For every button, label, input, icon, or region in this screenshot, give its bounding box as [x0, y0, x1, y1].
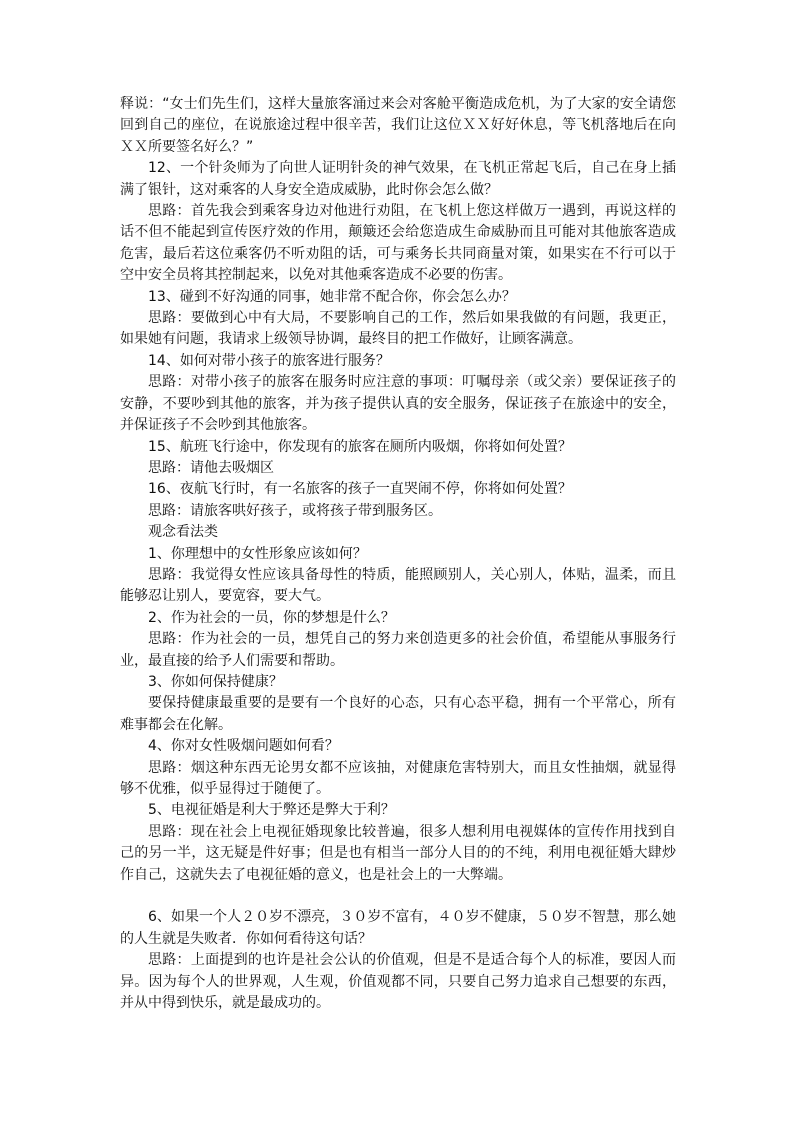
opinion-answer-6: 思路：上面提到的也许是社会公认的价值观，但是不是适合每个人的标准，要因人而异。因为每个人的世界观，人生观，价值观都不同，只要自己努力追求自己想要的东西，并从中得到快乐，就是最成功的。 [120, 952, 676, 1012]
answer-15: 思路：请他去吸烟区 [148, 459, 274, 476]
opinion-answer-5: 思路：现在社会上电视征婚现象比较普遍，很多人想利用电视媒体的宣传作用找到自己的另一半，这无疑是件好事；但是也有相当一部分人目的的不纯，利用电视征婚大肆炒作自己，这就失去了电视征婚的意义，也是社会上的一大弊端。 [120, 823, 676, 883]
section-heading: 观念看法类 [148, 524, 218, 541]
opinion-question-6: 6、如果一个人２０岁不漂亮，３０岁不富有，４０岁不健康，５０岁不智慧，那么她的人生就是失败者．你如何看待这句话？ [120, 909, 676, 947]
answer-14: 思路：对带小孩子的旅客在服务时应注意的事项：叮嘱母亲（或父亲）要保证孩子的安静，不要吵到其他的旅客，并为孩子提供认真的安全服务，保证孩子在旅途中的安全，并保证孩子不会吵到其他旅客。 [120, 374, 676, 434]
opinion-answer-1: 思路：我觉得女性应该具备母性的特质，能照顾别人，关心别人，体贴，温柔，而且能够忍让别人，要宽容，要大气。 [120, 566, 676, 605]
opinion-question-5: 5、电视征婚是利大于弊还是弊大于利？ [148, 802, 395, 819]
paragraph-explanation-end: 释说：“女士们先生们，这样大量旅客涌过来会对客舱平衡造成危机，为了大家的安全请您回到自己的座位，在说旅途过程中很辛苦，我们让这位ＸＸ好好休息，等飞机落地后在向ＸＸ所要签名好么？” [120, 96, 676, 155]
answer-12: 思路：首先我会到乘客身边对他进行劝阻，在飞机上您这样做万一遇到，再说这样的话不但不能起到宣传医疗效的作用，颠簸还会给您造成生命威胁而且可能对其他旅客造成危害，最后若这位乘客仍不听劝阻的话，可与乘务长共同商量对策，如果实在不行可以于空中安全员将其控制起来，以免对其他乘客造成不必要的伤害。 [120, 203, 676, 284]
opinion-question-4: 4、你对女性吸烟问题如何看？ [148, 738, 339, 755]
opinion-question-3: 3、你如何保持健康？ [148, 673, 283, 690]
opinion-answer-4: 思路：烟这种东西无论男女都不应该抽，对健康危害特别大，而且女性抽烟，就显得够不优雅，似乎显得过于随便了。 [120, 759, 676, 797]
opinion-question-2: 2、作为社会的一员，你的梦想是什么？ [148, 609, 395, 626]
question-16: 16、夜航飞行时，有一名旅客的孩子一直哭闹不停，你将如何处置？ [148, 481, 572, 498]
question-14: 14、如何对带小孩子的旅客进行服务？ [148, 352, 390, 369]
answer-13: 思路：要做到心中有大局，不要影响自己的工作，然后如果我做的有问题，我更正，如果她有问题，我请求上级领导协调，最终目的把工作做好，让顾客满意。 [120, 310, 676, 348]
document-body [120, 94, 676, 1014]
answer-16: 思路：请旅客哄好孩子，或将孩子带到服务区。 [148, 502, 442, 519]
question-15: 15、航班飞行途中，你发现有的旅客在厕所内吸烟，你将如何处置？ [148, 438, 572, 455]
question-13: 13、碰到不好沟通的同事，她非常不配合你，你会怎么办？ [148, 288, 516, 305]
opinion-answer-2: 思路：作为社会的一员，想凭自己的努力来创造更多的社会价值，希望能从事服务行业，最直接的给予人们需要和帮助。 [120, 631, 676, 669]
opinion-answer-3: 要保持健康最重要的是要有一个良好的心态，只有心态平稳，拥有一个平常心，所有难事都会在化解。 [120, 695, 676, 733]
opinion-question-1: 1、你理想中的女性形象应该如何？ [148, 545, 367, 562]
question-12: 12、一个针灸师为了向世人证明针灸的神气效果，在飞机正常起飞后，自己在身上插满了银针，这对乘客的人身安全造成威胁，此时你会怎么做？ [120, 160, 676, 198]
blank-line [120, 886, 676, 907]
